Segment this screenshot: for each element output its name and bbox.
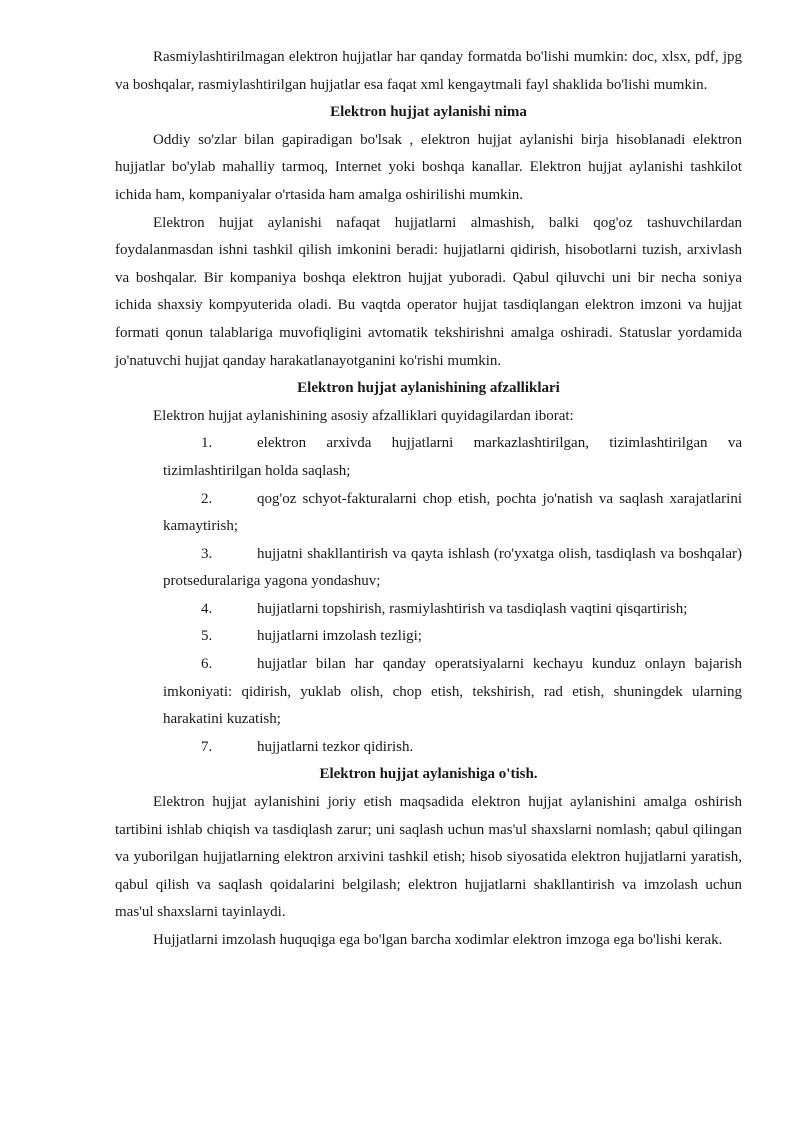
body-paragraph: Elektron hujjat aylanishini joriy etish maqsadida elektron hujjat aylanishini amalga oshirish tartibini ishlab chiqish va tasdiqlash zarur; uni saqlash uchun mas'ul shaxslarni nomlash; qabul qilingan va yuborilgan hujjatlarning elektron arxivini tashkil etish; hisob siyosatida elektron hujjatlarni yaratish, qabul qilish va saqlash qoidalarini belgilash; elektron hujjatlarni shakllantirish va imzolash uchun mas'ul shaxslarni tayinlaydi. — [115, 794, 742, 921]
list-item-number: 1. — [201, 435, 213, 452]
list-item-text: elektron arxivda hujjatlarni markazlashtirilgan, tizimlashtirilgan va tizimlashtirilgan holda saqlash; — [163, 435, 742, 479]
list-item — [163, 623, 742, 651]
list-item — [163, 541, 742, 596]
body-paragraph: Elektron hujjat aylanishi nafaqat hujjatlarni almashish, balki qog'oz tashuvchilardan foydalanmasdan ishni tashkil qilish imkonini beradi: hujjatlarni qidirish, hisobotlarni tuzish, arxivlash va boshqalar. Bir kompaniya boshqa elektron hujjat yuboradi. Qabul qiluvchi uni bir necha soniya ichida shaxsiy kompyuterida oladi. Bu vaqtda operator hujjat tasdiqlangan elektron imzoni va hujjat formati qonun talablariga muvofiqligini avtomatik tekshirishni amalga oshiradi. Statuslar yordamida jo'natuvchi hujjat qanday harakatlanayotganini ko'rishi mumkin. — [115, 214, 742, 369]
list-item-text: hujjatlar bilan har qanday operatsiyalarni kechayu kunduz onlayn bajarish imkoniyati: qidirish, yuklab olish, chop etish, tekshirish, rad etish, shuningdek ularning harakatini kuzatish; — [163, 656, 742, 728]
section-heading-advantages: Elektron hujjat aylanishining afzalliklari — [297, 380, 560, 397]
document-page — [115, 44, 742, 955]
list-item — [163, 486, 742, 541]
section-heading-what-is: Elektron hujjat aylanishi nima — [330, 104, 527, 121]
list-item-number: 3. — [201, 545, 213, 562]
intro-paragraph: Rasmiylashtirilmagan elektron hujjatlar har qanday formatda bo'lishi mumkin: doc, xlsx, pdf, jpg va boshqalar, rasmiylashtirilgan hujjatlar esa faqat xml kengaytmali fayl shaklida bo'lishi mumkin. — [115, 49, 742, 93]
section-heading-transition: Elektron hujjat aylanishiga o'tish. — [319, 766, 538, 783]
list-item — [163, 734, 742, 762]
list-item-number: 6. — [201, 656, 213, 673]
list-item-number: 7. — [201, 738, 213, 755]
body-paragraph: Hujjatlarni imzolash huquqiga ega bo'lgan barcha xodimlar elektron imzoga ega bo'lishi kerak. — [153, 932, 723, 948]
list-item — [163, 430, 742, 485]
list-item-text: hujjatlarni topshirish, rasmiylashtirish va tasdiqlash vaqtini qisqartirish; — [257, 600, 688, 617]
list-item-text: hujjatlarni imzolash tezligi; — [257, 628, 422, 645]
list-item-text: hujjatlarni tezkor qidirish. — [257, 738, 414, 755]
list-item-number: 5. — [201, 628, 213, 645]
body-paragraph: Oddiy so'zlar bilan gapiradigan bo'lsak , elektron hujjat aylanishi birja hisoblanadi elektron hujjatlar bo'ylab mahalliy tarmoq, Internet yoki boshqa kanallar. Elektron hujjat aylanishi tashkilot ichida ham, kompaniyalar o'rtasida ham amalga oshirilishi mumkin. — [115, 131, 742, 203]
list-item-number: 4. — [201, 600, 213, 617]
list-item-text: qog'oz schyot-fakturalarni chop etish, pochta jo'natish va saqlash xarajatlarini kamaytirish; — [163, 490, 742, 535]
list-item — [163, 596, 742, 624]
list-intro-paragraph: Elektron hujjat aylanishining asosiy afzalliklari quyidagilardan iborat: — [153, 407, 574, 424]
list-item-number: 2. — [201, 490, 213, 507]
list-item — [163, 651, 742, 734]
advantages-list — [115, 430, 742, 761]
list-item-text: hujjatni shakllantirish va qayta ishlash (ro'yxatga olish, tasdiqlash va boshqalar) protseduralariga yagona yondashuv; — [163, 545, 742, 590]
